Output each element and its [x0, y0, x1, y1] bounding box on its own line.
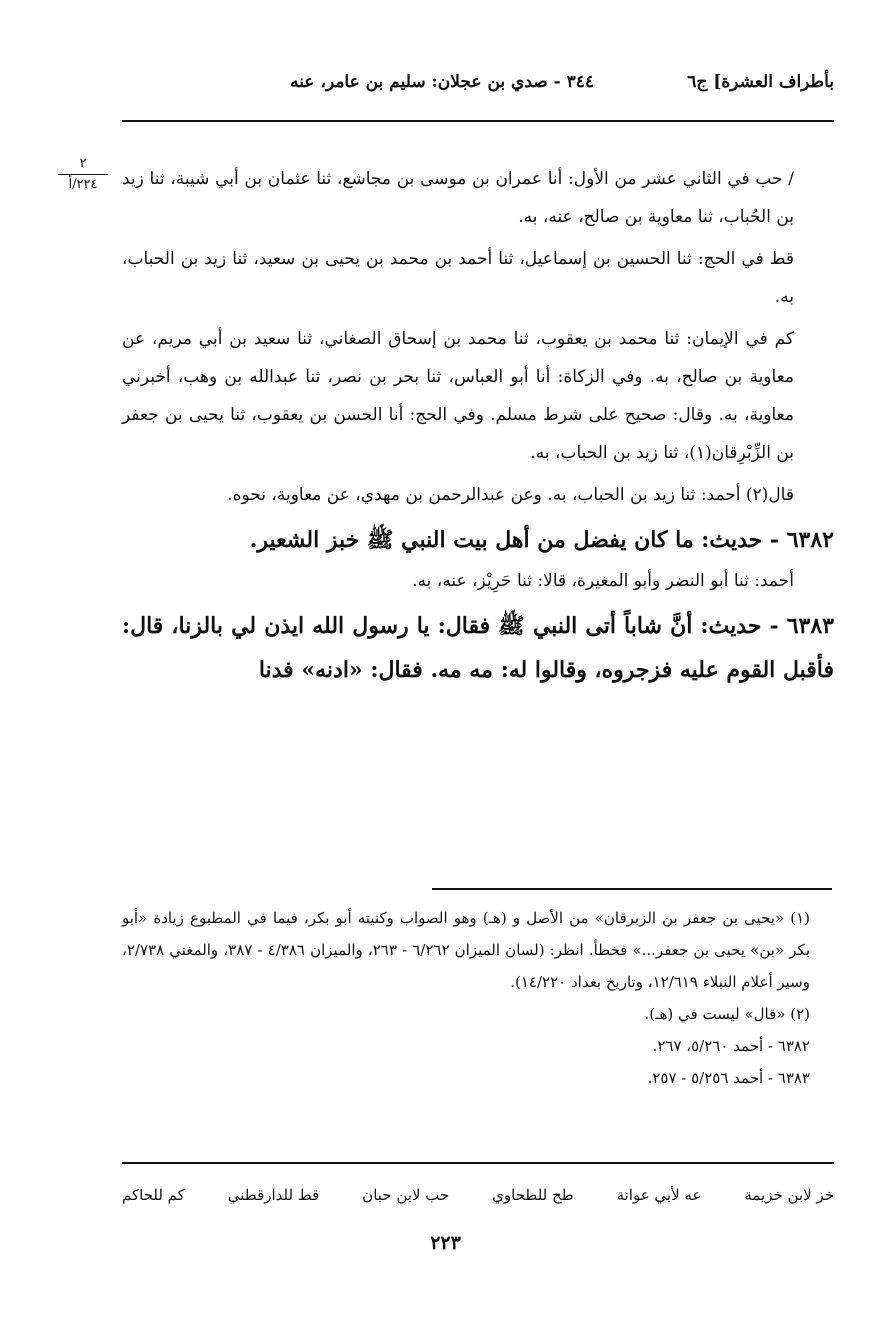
paragraph-ahmad-6382: أحمد: ثنا أبو النضر وأبو المغيرة، قالا: ثنا حَرِيْز، عنه، به.	[412, 571, 794, 591]
paragraph-qut: قط في الحج: ثنا الحسين بن إسماعيل، ثنا أحمد بن محمد بن يحيى بن سعيد، ثنا زيد بن الحباب، به.	[122, 249, 794, 307]
abbrev-hakim: كم للحاكم	[122, 1186, 185, 1204]
abbrev-ibn-khuzayma: خز لابن خزيمة	[744, 1186, 834, 1204]
abbrev-daraqutni: قط للدارقطني	[227, 1186, 320, 1204]
paragraph-hib: / حب في الثاني عشر من الأول: أنا عمران بن موسى بن مجاشع، ثنا عثمان بن أبي شيبة، ثنا زيد بن الحُباب، ثنا معاوية بن صالح، عنه، به.	[122, 169, 794, 227]
reference-6383: ٦٣٨٣ - أحمد ٥/٢٥٦ - ٢٥٧.	[647, 1069, 810, 1087]
main-text	[122, 160, 834, 692]
footer-rule	[122, 1162, 834, 1164]
paragraph-ahmad: قال(٢) أحمد: ثنا زيد بن الحباب، به. وعن عبدالرحمن بن مهدي، عن معاوية، نحوه.	[227, 485, 794, 505]
footnote-2: (٢) «قال» ليست في (هـ).	[644, 1005, 810, 1023]
abbrev-abu-awana: عه لأبي عوانة	[616, 1186, 702, 1204]
abbrev-ibn-hibban: حب لابن حبان	[362, 1186, 450, 1204]
margin-note-bottom: ٢٢٤/أ	[68, 177, 98, 192]
abbreviation-key	[122, 1180, 834, 1210]
hadith-6383-heading: ٦٣٨٣ - حديث: أنَّ شاباً أتى النبي ﷺ فقال: يا رسول الله ايذن لي بالزنا، قال: فأقبل القوم عليه فزجروه، وقالوا له: مه مه. فقال: «ادنه» فدنا	[122, 613, 834, 683]
chapter-title: ٣٤٤ - صدي بن عجلان: سليم بن عامر، عنه	[290, 72, 594, 92]
paragraph-kam: كم في الإيمان: ثنا محمد بن يعقوب، ثنا محمد بن إسحاق الصغاني، ثنا سعيد بن أبي مريم، عن معاوية بن صالح، به. وفي الزكاة: أنا أبو العباس، ثنا بحر بن نصر، ثنا عبدالله بن وهب، أخبرني معاوية، به. وقال: صحيح على شرط مسلم. وفي الحج: أنا الحسن بن يعقوب، ثنا يحيى بن جعفر بن الزِّبْرِقان(١)، ثنا زيد بن الحباب، به.	[122, 329, 794, 463]
volume-label: بأطراف العشرة] ج٦	[687, 72, 834, 92]
margin-note-divider	[58, 174, 108, 175]
reference-6382: ٦٣٨٢ - أحمد ٥/٢٦٠، ٢٦٧.	[652, 1037, 810, 1055]
footnotes	[122, 902, 834, 1094]
margin-note-top: ٢	[79, 156, 87, 171]
manuscript-folio-note	[48, 156, 118, 193]
page-number: ٢٢٣	[430, 1232, 461, 1254]
footnote-1: (١) «يحيى بن جعفر بن الزبرقان» من الأصل و (هـ) وهو الصواب وكنيته أبو بكر، فيما في المطبوع زيادة «أبو بكر «بن» يحيى بن جعفر...» فخطأ. انظر: (لسان الميزان ٦/٢٦٢ - ٢٦٣، والميزان ٤/٣٨٦ - ٣٨٧، والمغني ٢/٧٣٨، وسير أعلام النبلاء ١٢/٦١٩، وتاريخ بغداد ١٤/٢٢٠).	[122, 909, 811, 991]
running-head	[122, 68, 834, 102]
header-rule	[122, 120, 834, 122]
footnote-rule	[432, 888, 832, 890]
hadith-6382-heading: ٦٣٨٢ - حديث: ما كان يفضل من أهل بيت النبي ﷺ خبز الشعير.	[249, 527, 834, 553]
abbrev-tahawi: طح للطحاوي	[492, 1186, 574, 1204]
